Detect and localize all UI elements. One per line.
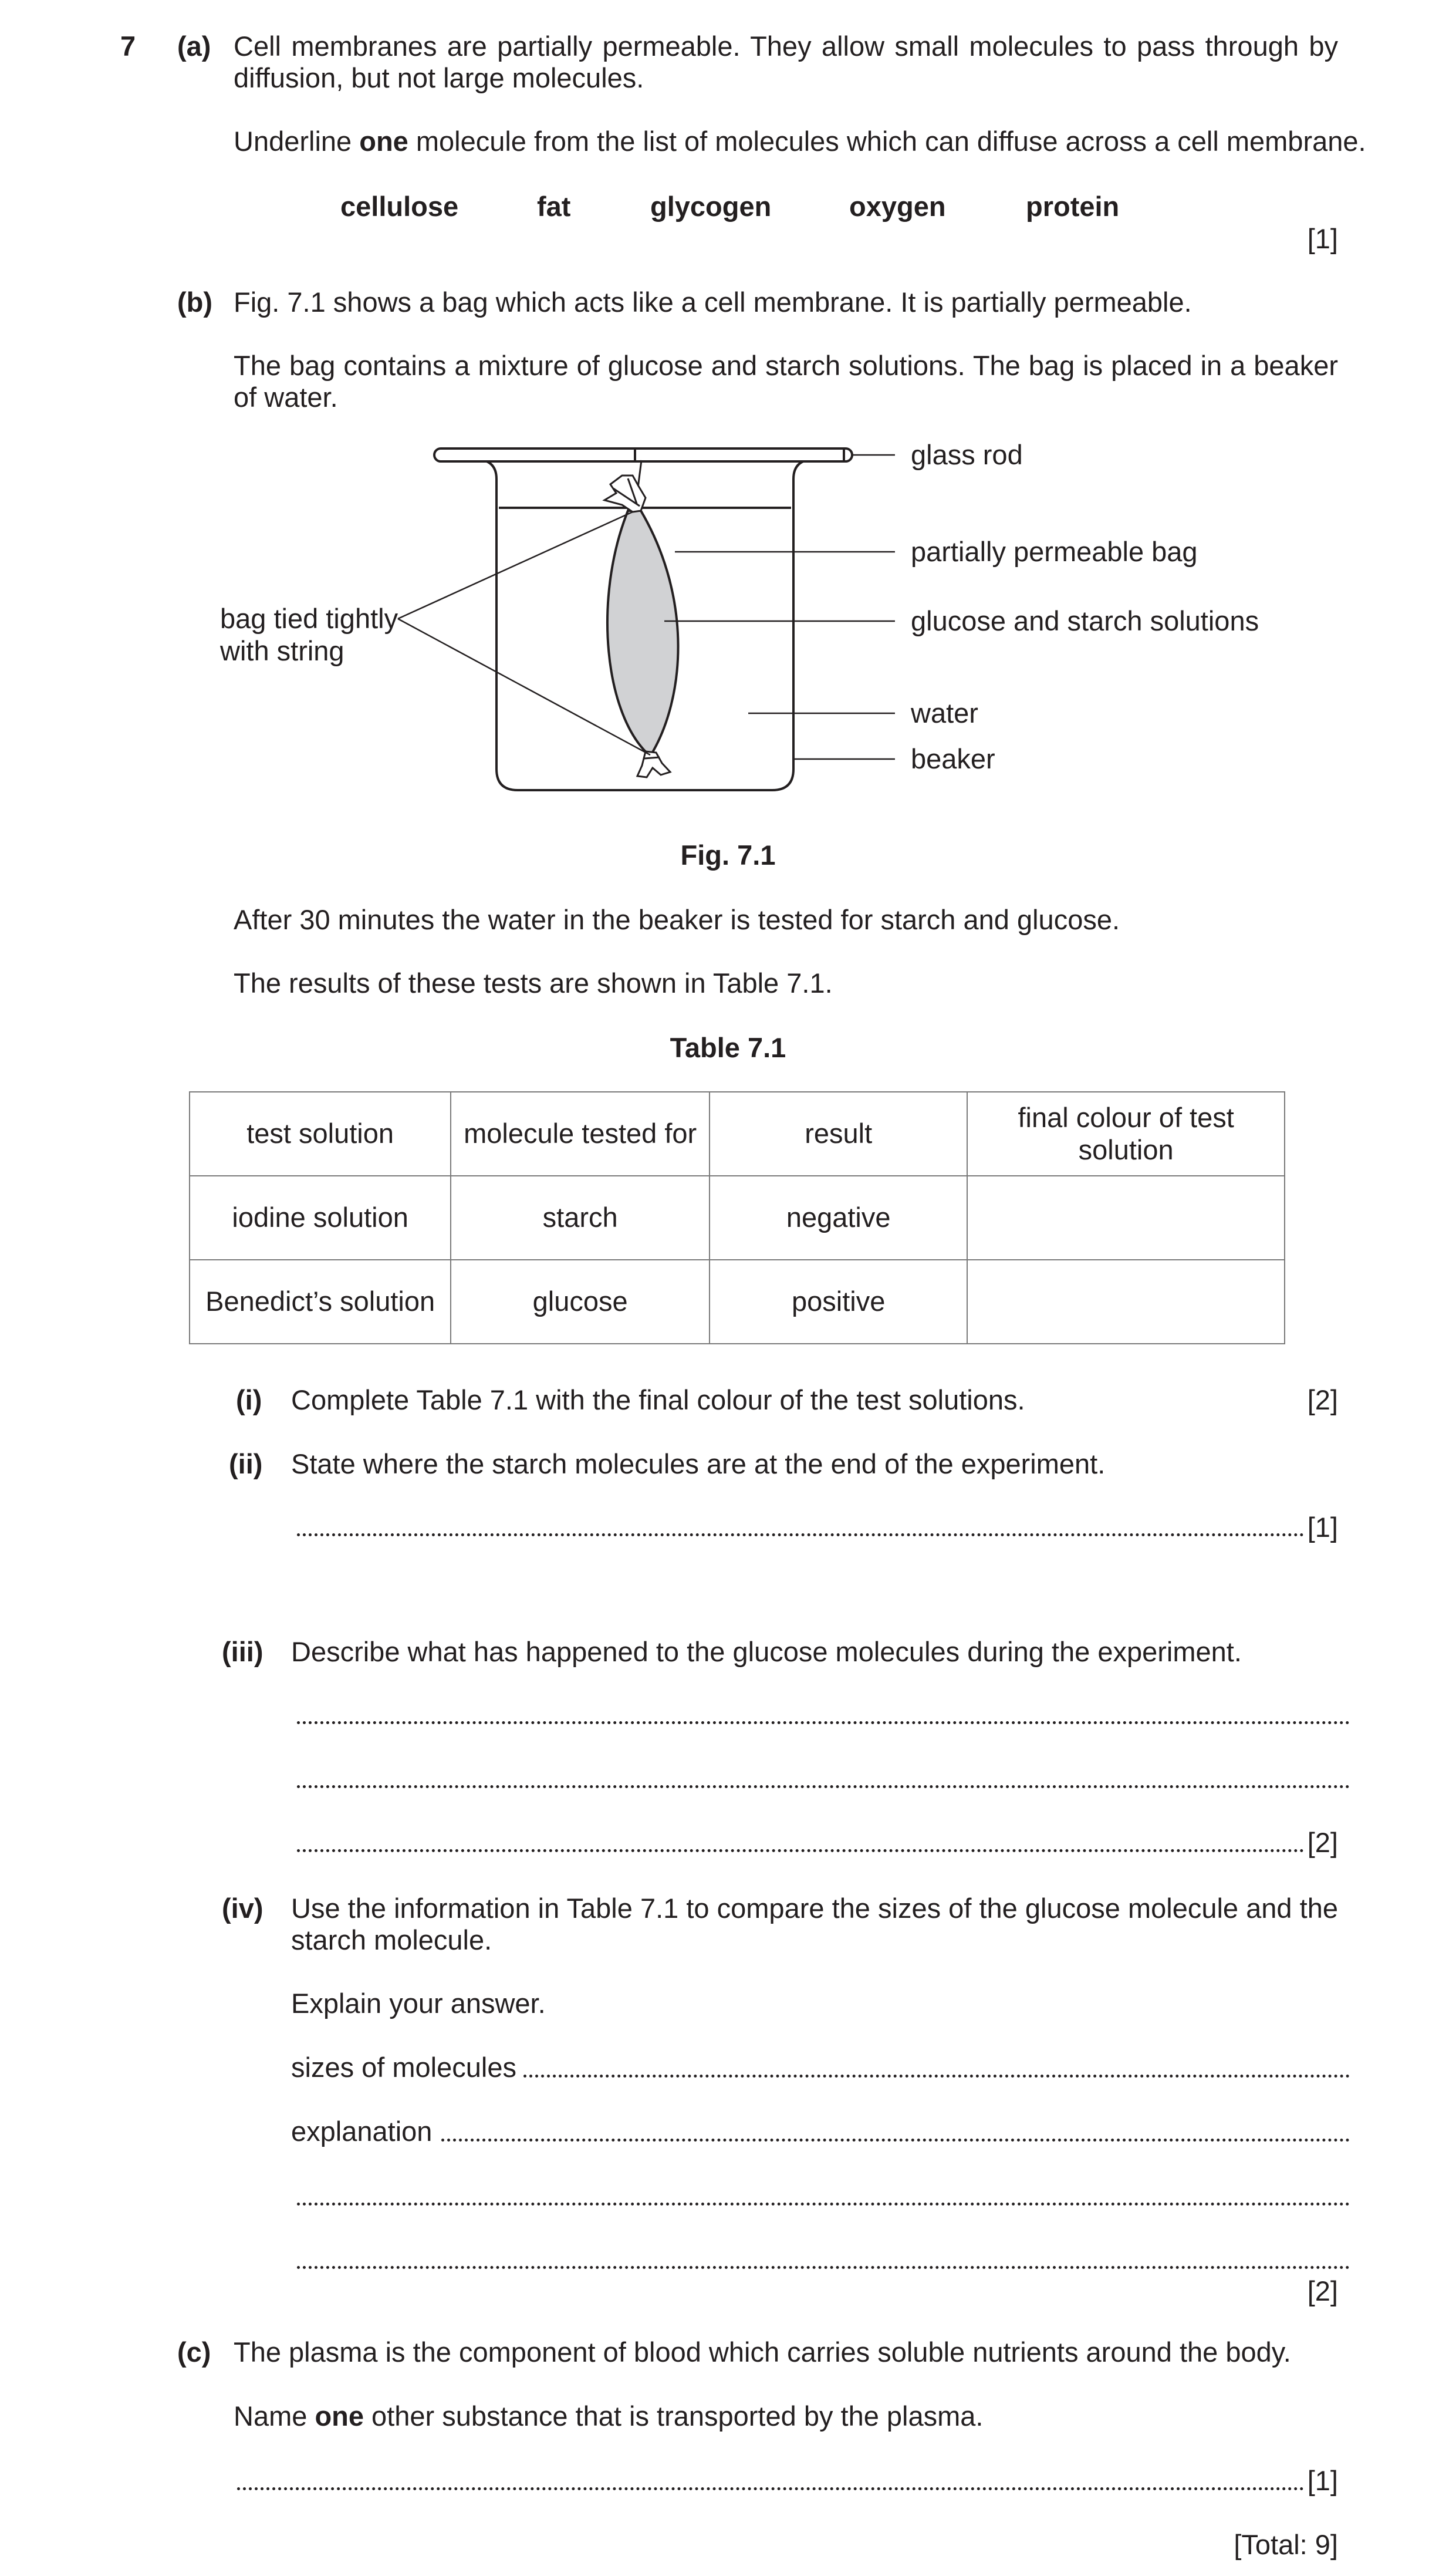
part-biv-marks: [2] bbox=[1307, 2275, 1338, 2306]
part-b-text1: Fig. 7.1 shows a bag which acts like a cell membrane. It is partially permeable. bbox=[234, 286, 1192, 318]
results-table bbox=[189, 1091, 1285, 1344]
part-bii-marks: [1] bbox=[1307, 1512, 1338, 1543]
explanation-label: explanation bbox=[291, 2116, 433, 2147]
figure-7-1 bbox=[0, 423, 1456, 869]
part-bii-label: (ii) bbox=[229, 1448, 263, 1479]
part-a-text: Cell membranes are partially permeable. They allow small molecules to pass through by diffusion, but not large molecules. bbox=[234, 31, 1338, 94]
part-bi-text: Complete Table 7.1 with the final colour of the test solutions. bbox=[291, 1384, 1025, 1415]
molecule-option[interactable]: fat bbox=[537, 191, 571, 222]
question-number: 7 bbox=[120, 31, 136, 62]
molecule-option[interactable]: cellulose bbox=[340, 191, 459, 222]
part-b-label: (b) bbox=[177, 286, 213, 318]
part-c-instruction: Name one other substance that is transported by the plasma. bbox=[234, 2400, 984, 2432]
part-a-label: (a) bbox=[177, 31, 211, 62]
table-header-cell: test solution bbox=[190, 1092, 451, 1176]
part-a-marks: [1] bbox=[1307, 223, 1338, 254]
part-biii-marks: [2] bbox=[1307, 1827, 1338, 1858]
part-a-instruction: Underline one molecule from the list of molecules which can diffuse across a cell membrane. bbox=[234, 126, 1366, 157]
total-marks: [Total: 9] bbox=[1234, 2529, 1338, 2560]
answer-line-explanation-1[interactable] bbox=[441, 2139, 1350, 2142]
answer-line-biii-2[interactable] bbox=[297, 1785, 1350, 1788]
molecule-option[interactable]: protein bbox=[1026, 191, 1120, 222]
part-b-text3: After 30 minutes the water in the beaker is tested for starch and glucose. bbox=[234, 904, 1120, 935]
label-glass-rod: glass rod bbox=[911, 439, 1023, 470]
sizes-label: sizes of molecules bbox=[291, 2052, 516, 2083]
part-bii-text: State where the starch molecules are at the end of the experiment. bbox=[291, 1448, 1106, 1479]
answer-cell-iodine-colour[interactable] bbox=[967, 1176, 1285, 1260]
table-title: Table 7.1 bbox=[670, 1032, 786, 1063]
table-cell: Benedict’s solution bbox=[190, 1260, 451, 1344]
table-cell: iodine solution bbox=[190, 1176, 451, 1260]
table-row bbox=[190, 1260, 1285, 1344]
label-beaker: beaker bbox=[911, 743, 995, 774]
answer-cell-benedicts-colour[interactable] bbox=[967, 1260, 1285, 1344]
part-c-text: The plasma is the component of blood which carries soluble nutrients around the body. bbox=[234, 2336, 1291, 2368]
answer-line-biii-1[interactable] bbox=[297, 1721, 1350, 1724]
answer-line-biii-3[interactable] bbox=[297, 1849, 1304, 1852]
answer-line-bii[interactable] bbox=[297, 1533, 1304, 1536]
part-biv-text: Use the information in Table 7.1 to compare the sizes of the glucose molecule and the starch molecule. bbox=[291, 1893, 1338, 1956]
molecule-option[interactable]: oxygen bbox=[849, 191, 946, 222]
label-bag-tied: bag tied tightly bbox=[220, 603, 398, 634]
part-c-label: (c) bbox=[177, 2336, 211, 2368]
answer-line-sizes[interactable] bbox=[523, 2075, 1350, 2078]
part-biv-label: (iv) bbox=[222, 1893, 264, 1924]
answer-line-c[interactable] bbox=[237, 2487, 1304, 2490]
bottom-knot bbox=[637, 751, 670, 777]
part-bi-label: (i) bbox=[236, 1384, 262, 1415]
molecule-option[interactable]: glycogen bbox=[650, 191, 772, 222]
figure-caption: Fig. 7.1 bbox=[680, 839, 776, 871]
part-biii-label: (iii) bbox=[222, 1636, 264, 1667]
table-cell: negative bbox=[710, 1176, 967, 1260]
part-biv-explain: Explain your answer. bbox=[291, 1988, 546, 2019]
part-c-marks: [1] bbox=[1307, 2465, 1338, 2496]
part-biii-text: Describe what has happened to the glucose molecules during the experiment. bbox=[291, 1636, 1242, 1667]
glass-rod bbox=[434, 448, 852, 461]
answer-line-explanation-2[interactable] bbox=[297, 2203, 1350, 2206]
table-cell: glucose bbox=[451, 1260, 710, 1344]
table-header-cell: result bbox=[710, 1092, 967, 1176]
table-row bbox=[190, 1176, 1285, 1260]
table-header-cell: molecule tested for bbox=[451, 1092, 710, 1176]
table-cell: starch bbox=[451, 1176, 710, 1260]
label-water: water bbox=[911, 697, 978, 729]
table-cell: positive bbox=[710, 1260, 967, 1344]
label-with-string: with string bbox=[220, 635, 344, 666]
partially-permeable-bag bbox=[607, 511, 678, 756]
table-header-cell: final colour of test solution bbox=[967, 1092, 1285, 1176]
answer-line-explanation-3[interactable] bbox=[297, 2266, 1350, 2269]
part-bi-marks: [2] bbox=[1307, 1384, 1338, 1415]
part-b-text4: The results of these tests are shown in Table 7.1. bbox=[234, 967, 833, 999]
part-b-text2: The bag contains a mixture of glucose and starch solutions. The bag is placed in a beaker of water. bbox=[234, 350, 1338, 413]
label-partially-permeable-bag: partially permeable bag bbox=[911, 536, 1198, 567]
label-glucose-starch-solutions: glucose and starch solutions bbox=[911, 605, 1259, 636]
